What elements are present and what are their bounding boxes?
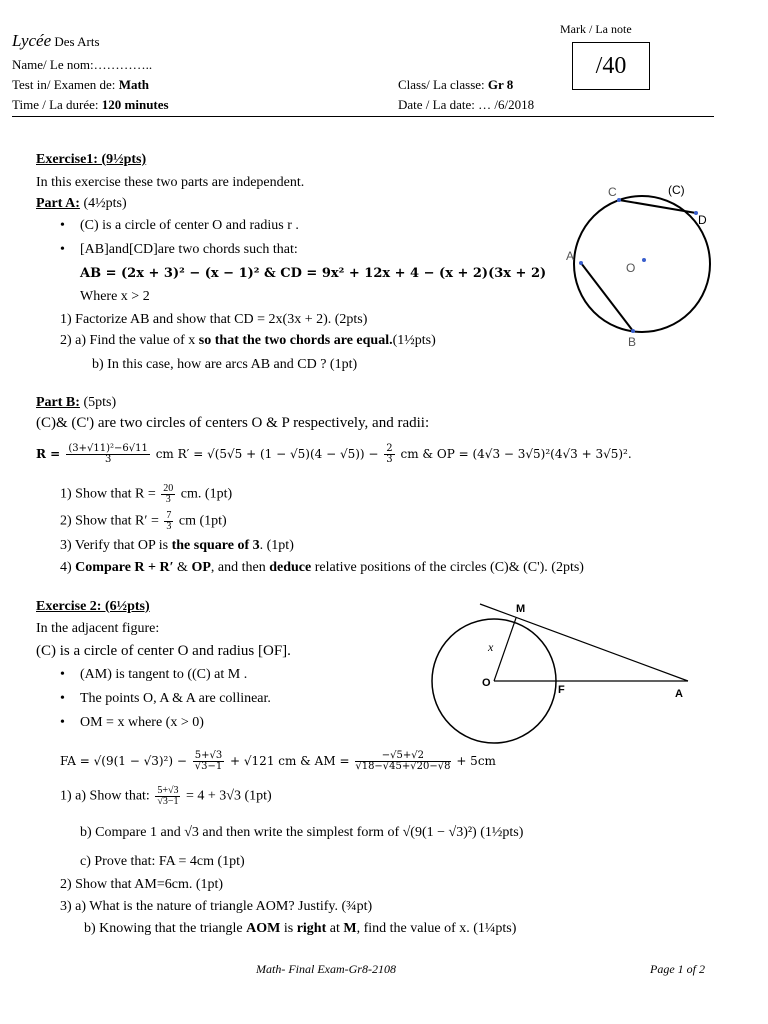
partB-q2: 2) Show that R′ = $\frac{7}{3}$ cm (1pt) [60,510,227,532]
point-o [642,258,646,262]
name-field: Name/ Le nom:………….. [12,57,153,72]
ex2-bullet-2: • The points O, A & A are collinear. [80,690,271,708]
class-field: Class/ La classe: Gr 8 [398,77,514,92]
circle-chords-figure [560,180,720,350]
ex2-title: Exercise 2: (6½pts) [36,599,150,614]
tangent-am [480,604,688,681]
mark-box [572,42,650,90]
label-m: M [516,603,526,615]
label-cc: (C) [668,183,685,197]
ex2-q1c: c) Prove that: FA = 4cm (1pt) [80,854,245,869]
ex2-q2: 2) Show that AM=6cm. (1pt) [60,877,224,892]
ex1-title: Exercise1: (9½pts) [36,152,147,167]
label-d: D [698,213,707,227]
partA-bullet-1: • (C) is a circle of center O and radius r . [80,217,299,235]
mark-label: Mark / La note [560,22,632,36]
ex2-formula: FA = √(9(1 − √3)²) − $\frac{5+√3}{√3-1}$ + √121 cm & AM = $\frac{-√5+√2}{√18-√45+√20-√8}$ + 5cm [60,750,496,772]
partA-q2b: b) In this case, how are arcs AB and CD ? (1pt) [92,357,358,372]
chord-cd [619,200,696,213]
header-divider [12,116,714,117]
partA-formula: AB = (2x + 3)² − (x − 1)² & CD = 9x² + 12x + 4 − (x + 2)(3x + 2) [80,266,547,281]
ex2-intro: In the adjacent figure: [36,621,160,636]
partB-q1: 1) Show that R = $\frac{20}{3}$ cm. (1pt) [60,483,233,505]
ex2-q3b: b) Knowing that the triangle AOM is right at M, find the value of x. (1¼pts) [84,921,517,936]
partA-title: Part A: (4½pts) [36,196,127,211]
ex2-q1b: b) Compare 1 and √3 and then write the simplest form of √(9(1 − √3)²) (1½pts) [80,825,524,840]
footer-page: Page 1 of 2 [650,962,705,976]
partA-bullet-2: • [AB]and[CD]are two chords such that: [80,241,298,259]
ex2-bullet-1: • (AM) is tangent to ((C) at M . [80,666,247,684]
test-field: Test in/ Examen de: Math [12,77,150,92]
circle-c [574,196,710,332]
ex2-line1: (C) is a circle of center O and radius [OF]. [36,643,291,659]
label-o-2: O [482,677,491,689]
mark-value: /40 [595,52,627,79]
label-x: x [488,640,494,654]
label-a: A [566,249,575,263]
partB-q4: 4) Compare R + R′ & OP, and then deduce relative positions of the circles (C)& (C'). (2pts) [60,560,584,575]
partB-intro: (C)& (C') are two circles of centers O & P respectively, and radii: [36,415,430,431]
ex2-q3a: 3) a) What is the nature of triangle AOM? Justify. (¾pt) [60,899,373,914]
partA-where: Where x > 2 [80,289,150,304]
partB-title: Part B: (5pts) [36,395,117,410]
point-c [617,198,621,202]
label-b: B [628,335,637,349]
footer-title: Math- Final Exam-Gr8-2108 [256,962,396,976]
label-f: F [558,684,565,696]
date-field: Date / La date: … /6/2018 [398,97,535,112]
label-a-2: A [675,688,683,700]
label-c: C [608,185,617,199]
label-o: O [626,261,636,275]
tangent-figure [420,596,710,766]
point-b [631,329,635,333]
segment-om [494,618,516,681]
point-a [579,261,583,265]
partA-q1: 1) Factorize AB and show that CD = 2x(3x + 2). (2pts) [60,312,368,327]
ex2-bullet-3: • OM = x where (x > 0) [80,714,204,732]
ex2-q1a: 1) a) Show that: $\frac{5+√3}{√3-1}$ = 4 + 3√3 (1pt) [60,785,272,807]
partB-formula: R = $\frac{\text{(3+√11)²−6√11}}{3}$ cm R′ = √(5√5 + (1 − √5)(4 − √5)) − $\frac{2}{3}$ cm & OP = (4√3 − 3√5)²(4√3 + 3√5)². [36,443,632,465]
school-name: Lycée Des Arts [12,31,100,50]
partA-q2a: 2) a) Find the value of x so that the two chords are equal.(1½pts) [60,333,436,348]
time-field: Time / La durée: 120 minutes [12,97,169,112]
partB-q3: 3) Verify that OP is the square of 3. (1pt) [60,538,294,553]
ex1-intro: In this exercise these two parts are independent. [36,175,305,190]
